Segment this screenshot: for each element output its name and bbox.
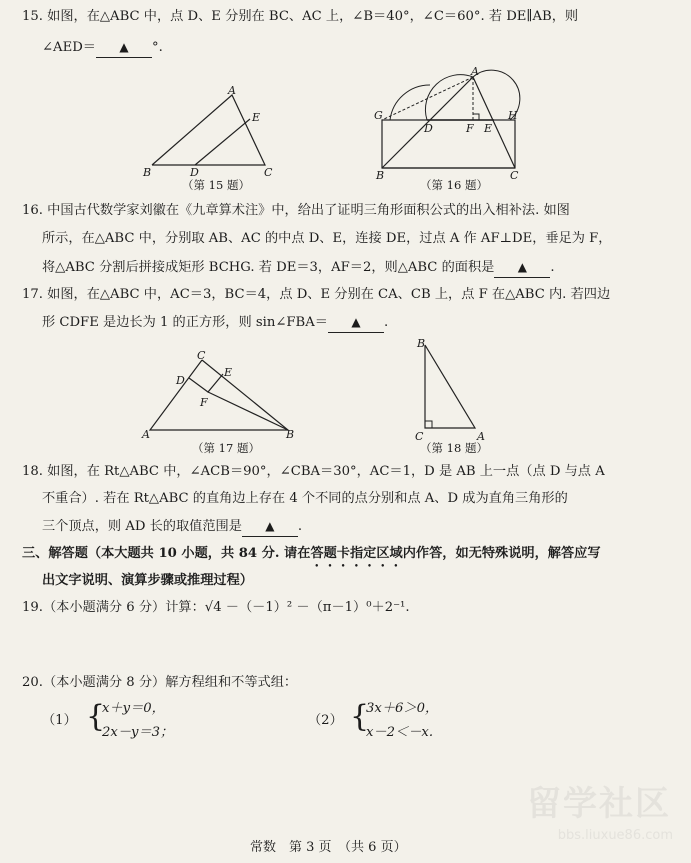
label-b: B	[286, 428, 295, 440]
label-f: F	[466, 122, 474, 135]
q16-answer-blank	[494, 258, 550, 278]
q17-suffix: .	[383, 315, 389, 330]
label-c: C	[415, 430, 424, 443]
section3-part-c: 内作答，如无特殊说明，解答应写	[402, 546, 601, 561]
rotation-arc-left	[425, 75, 473, 120]
q18-prefix: 三个顶点，则 AD 长的取值范围是	[42, 519, 242, 534]
square-cdfe	[189, 374, 223, 392]
rotation-arc-left-outer	[390, 85, 430, 120]
figure-18	[405, 335, 500, 443]
q16-suffix: .	[550, 260, 555, 275]
q17-line2	[42, 313, 388, 333]
right-angle-mark	[425, 421, 432, 428]
figure-17	[140, 350, 300, 440]
fig15-caption: （第 15 题）	[182, 178, 250, 192]
label-d: D	[176, 374, 185, 387]
label-h: H	[508, 109, 518, 122]
q17-line1: 17. 如图，在△ABC 中，AC＝3，BC＝4，点 D、E 分别在 CA、CB 上，点 F 在△ABC 内. 若四边	[22, 287, 611, 302]
q19-text: 19.（本小题满分 6 分）计算：√4 －（－1）² －（π－1）⁰＋2⁻¹.	[22, 600, 410, 615]
page-footer: 常数 第 3 页 （共 6 页）	[250, 840, 407, 855]
q18-line3	[42, 517, 302, 537]
fig16-caption: （第 16 题）	[420, 178, 488, 192]
answer-triangle-icon: ▲	[351, 315, 361, 329]
q20-part1-label: （1）	[42, 713, 77, 728]
label-a: A	[228, 85, 236, 97]
q18-line2: 不重合）. 若在 Rt△ABC 的直角边上存在 4 个不同的点分别和点 A、D 成为直角三角形的	[42, 491, 568, 506]
label-a: A	[142, 428, 150, 440]
label-g: G	[374, 109, 383, 122]
label-c: C	[264, 166, 273, 179]
q18-answer-blank	[242, 517, 298, 537]
label-e: E	[224, 366, 233, 379]
q18-suffix: .	[297, 519, 303, 534]
fig17-caption: （第 17 题）	[192, 441, 260, 455]
q20-part2-eq1: 3x＋6＞0，	[366, 701, 439, 716]
q15-answer-blank	[96, 38, 152, 58]
section3-part-a: 三、解答题（本大题共 10 小题，共 84 分. 请在	[22, 546, 311, 561]
label-c: C	[197, 350, 206, 362]
label-e: E	[484, 122, 493, 135]
label-a: A	[477, 430, 485, 443]
section3-emphasis: 答题卡指定区域	[310, 546, 403, 561]
q17-answer-blank	[328, 313, 384, 333]
triangle-abc	[425, 345, 475, 428]
q20-part1-eq2: 2x－y＝3；	[102, 725, 174, 740]
section3-heading-line1	[22, 545, 601, 570]
left-brace-icon: {	[350, 699, 370, 734]
side-ac	[473, 77, 515, 168]
figure-16	[370, 65, 530, 180]
triangle-abc	[150, 360, 288, 430]
answer-triangle-icon: ▲	[517, 260, 527, 274]
q16-line1: 16. 中国古代数学家刘徽在《九章算术注》中，给出了证明三角形面积公式的出入相补法. 如图	[22, 203, 570, 218]
q15-line2	[42, 38, 163, 58]
figure-15	[140, 85, 290, 180]
label-a: A	[471, 65, 479, 78]
q20-intro: 20.（本小题满分 8 分）解方程组和不等式组：	[22, 675, 298, 690]
right-angle-mark	[473, 114, 479, 120]
answer-triangle-icon: ▲	[265, 519, 275, 533]
label-b: B	[417, 337, 426, 350]
q16-prefix: 将△ABC 分割后拼接成矩形 BCHG. 若 DE＝3，AF＝2，则△ABC 的面积是	[42, 260, 495, 275]
q18-line1: 18. 如图，在 Rt△ABC 中，∠ACB＝90°，∠CBA＝30°，AC＝1，D 是 AB 上一点（点 D 与点 A	[22, 464, 605, 479]
watermark-logo: 留学社区	[527, 784, 671, 824]
label-b: B	[143, 166, 152, 179]
label-d: D	[424, 122, 433, 135]
answer-triangle-icon: ▲	[119, 40, 129, 54]
watermark-url: bbs.liuxue86.com	[557, 828, 673, 843]
label-b: B	[376, 169, 385, 180]
rectangle-bchg	[382, 120, 515, 168]
left-brace-icon: {	[86, 699, 106, 734]
label-d: D	[190, 166, 199, 179]
q20-part2-label: （2）	[308, 713, 343, 728]
label-c: C	[510, 169, 519, 180]
label-f: F	[200, 396, 208, 409]
q17-prefix: 形 CDFE 是边长为 1 的正方形，则 sin∠FBA＝	[42, 315, 328, 330]
q15-suffix: °.	[151, 40, 163, 55]
q15-prefix: ∠AED＝	[42, 40, 96, 55]
label-e: E	[252, 111, 261, 124]
q16-line3	[42, 258, 555, 278]
q16-line2: 所示，在△ABC 中，分别取 AB、AC 的中点 D、E，连接 DE，过点 A 作 AF⊥DE，垂足为 F，	[42, 231, 612, 246]
section3-heading-line2: 出文字说明、演算步骤或推理过程）	[42, 573, 253, 588]
segment-de	[195, 119, 250, 165]
triangle-abc	[152, 95, 265, 165]
q15-line1: 15. 如图，在△ABC 中，点 D、E 分别在 BC、AC 上，∠B＝40°，∠C＝60°. 若 DE∥AB，则	[22, 9, 579, 24]
q20-part1-eq1: x＋y＝0，	[102, 701, 165, 716]
fig18-caption: （第 18 题）	[420, 441, 488, 455]
q20-part2-eq2: x－2＜－x.	[366, 725, 434, 740]
